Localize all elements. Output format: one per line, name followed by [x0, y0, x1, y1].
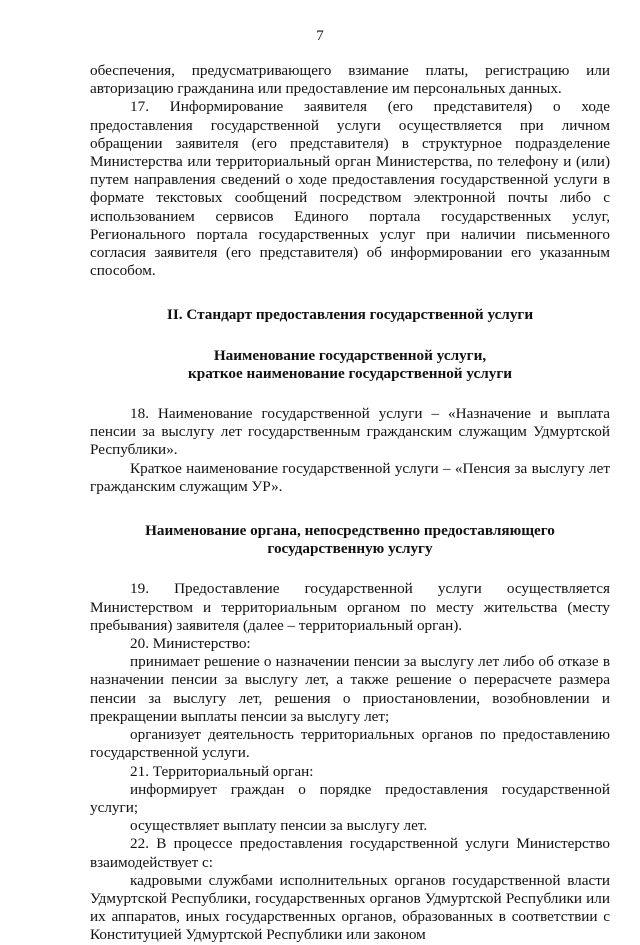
document-body [90, 62, 610, 945]
paragraph-20-item-1: принимает решение о назначении пенсии за выслугу лет либо об отказе в назначении пенсии за выслугу лет, а также решение о перерасчете размера пенсии за выслугу лет, решения о приостановлении, возобновлении и прекращении выплаты пенсии за выслугу лет; [90, 653, 610, 725]
section-title: II. Стандарт предоставления государственной услуги [166, 306, 534, 324]
subsection-title-1-line-1: Наименование государственной услуги, [213, 346, 487, 364]
paragraph-20: 20. Министерство: [130, 635, 251, 653]
paragraph-18: 18. Наименование государственной услуги – «Назначение и выплата пенсии за выслугу лет государственным гражданским служащим Удмуртской Республики». [90, 405, 610, 459]
paragraph-22: 22. В процессе предоставления государственной услуги Министерство взаимодействует с: [90, 835, 610, 871]
paragraph-21-item-1: информирует граждан о порядке предоставления государственной услуги; [90, 780, 610, 816]
paragraph-19: 19. Предоставление государственной услуги осуществляется Министерством и территориальным органом по месту жительства (месту пребывания) заявителя (далее – территориальный орган). [90, 580, 610, 634]
paragraph-21-item-2: осуществляет выплату пенсии за выслугу лет. [130, 817, 428, 835]
subsection-title-2-line-2: государственную услугу [267, 540, 433, 558]
subsection-title-2-line-1: Наименование органа, непосредственно предоставляющего [145, 522, 555, 540]
paragraph-22-item-1: кадровыми службами исполнительных органов государственной власти Удмуртской Республики, государственных органов Удмуртской Республики или их аппаратов, иных государственных органов, образованных в соответствии с Конституцией Удмуртской Республики или законом [90, 871, 610, 944]
paragraph-continuation: обеспечения, предусматривающего взимание платы, регистрацию или авторизацию гражданина или предоставление им персональных данных. [90, 62, 610, 98]
paragraph-20-item-2: организует деятельность территориальных органов по предоставлению государственной услуги. [90, 726, 610, 762]
paragraph-17: 17. Информирование заявителя (его представителя) о ходе предоставления государственной услуги осуществляется при личном обращении заявителя (его представителя) в структурное подразделение Министерства или территориальный орган Министерства, по телефону и (или) путем направления сведений о ходе предоставления государственной услуги в формате текстовых сообщений посредством электронной почты либо с использованием сервисов Единого портала государственных услуг, Регионального портала государственных услуг при наличии письменного согласия заявителя (его представителя) об информировании его указанным способом. [90, 98, 610, 280]
paragraph-short-name: Краткое наименование государственной услуги – «Пенсия за выслугу лет гражданским служащим УР». [90, 459, 610, 495]
paragraph-21: 21. Территориальный орган: [130, 762, 314, 780]
page-number: 7 [316, 28, 324, 44]
subsection-title-1-line-2: краткое наименование государственной услуги [188, 364, 512, 382]
